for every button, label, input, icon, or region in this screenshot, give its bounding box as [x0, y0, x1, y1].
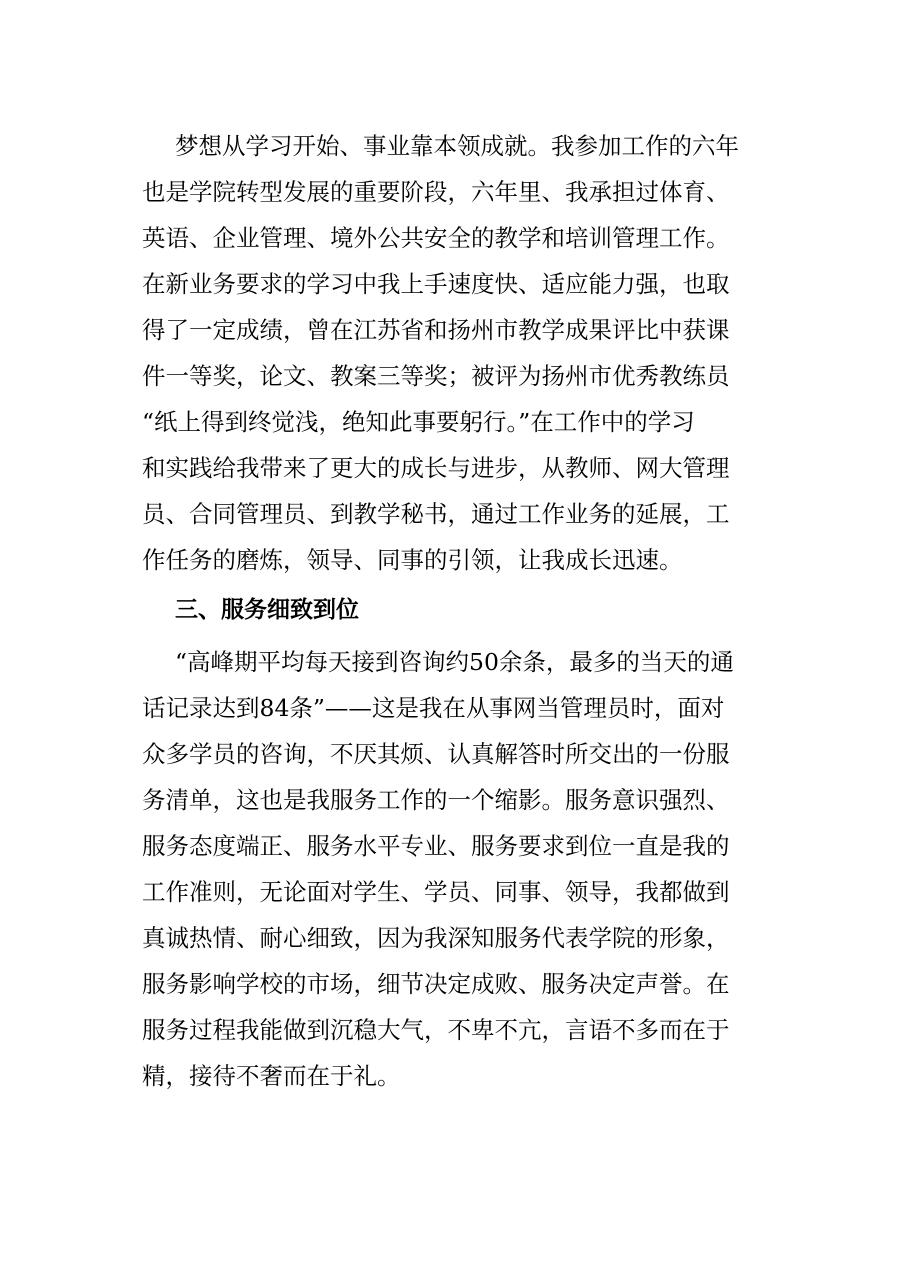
paragraph-1-line-10: 作任务的磨炼，领导、同事的引领，让我成长迅速。: [142, 546, 683, 574]
paragraph-1-line-9: 员、合同管理员、到教学秘书，通过工作业务的延展，工: [142, 500, 730, 528]
paragraph-1-line-8: 和实践给我带来了更大的成长与进步，从教师、网大管理: [142, 454, 730, 482]
paragraph-1-line-4: 在新业务要求的学习中我上手速度快、适应能力强，也取: [142, 270, 730, 298]
paragraph-2-line-3: 众多学员的咨询，不厌其烦、认真解答时所交出的一份服: [142, 740, 730, 768]
paragraph-2-line-1: “高峰期平均每天接到咨询约50余条，最多的当天的通: [175, 648, 734, 676]
paragraph-2-line-5: 服务态度端正、服务水平专业、服务要求到位一直是我的: [142, 832, 730, 860]
paragraph-2-line-9: 服务过程我能做到沉稳大气，不卑不亢，言语不多而在于: [142, 1016, 730, 1044]
paragraph-1-line-6: 件一等奖，论文、教案三等奖；被评为扬州市优秀教练员: [142, 362, 730, 390]
paragraph-1-line-5: 得了一定成绩，曾在江苏省和扬州市教学成果评比中获课: [142, 316, 730, 344]
paragraph-1-line-2: 也是学院转型发展的重要阶段，六年里、我承担过体育、: [142, 178, 730, 206]
paragraph-1-line-7: “纸上得到终觉浅，绝知此事要躬行。”在工作中的学习: [142, 408, 695, 436]
paragraph-2-line-4: 务清单，这也是我服务工作的一个缩影。服务意识强烈、: [142, 786, 730, 814]
paragraph-2-line-2: 话记录达到84条”——这是我在从事网当管理员时，面对: [142, 694, 725, 722]
paragraph-2-line-7: 真诚热情、耐心细致，因为我深知服务代表学院的形象，: [142, 924, 730, 952]
paragraph-1-line-3: 英语、企业管理、境外公共安全的教学和培训管理工作。: [142, 224, 730, 252]
paragraph-2-line-8: 服务影响学校的市场，细节决定成败、服务决定声誉。在: [142, 970, 730, 998]
paragraph-2-line-10: 精，接待不奢而在于礼。: [142, 1062, 401, 1090]
section-heading: 三、服务细致到位: [175, 597, 359, 623]
paragraph-2-line-6: 工作准则，无论面对学生、学员、同事、领导，我都做到: [142, 878, 730, 906]
paragraph-1-line-1: 梦想从学习开始、事业靠本领成就。我参加工作的六年: [175, 132, 739, 160]
